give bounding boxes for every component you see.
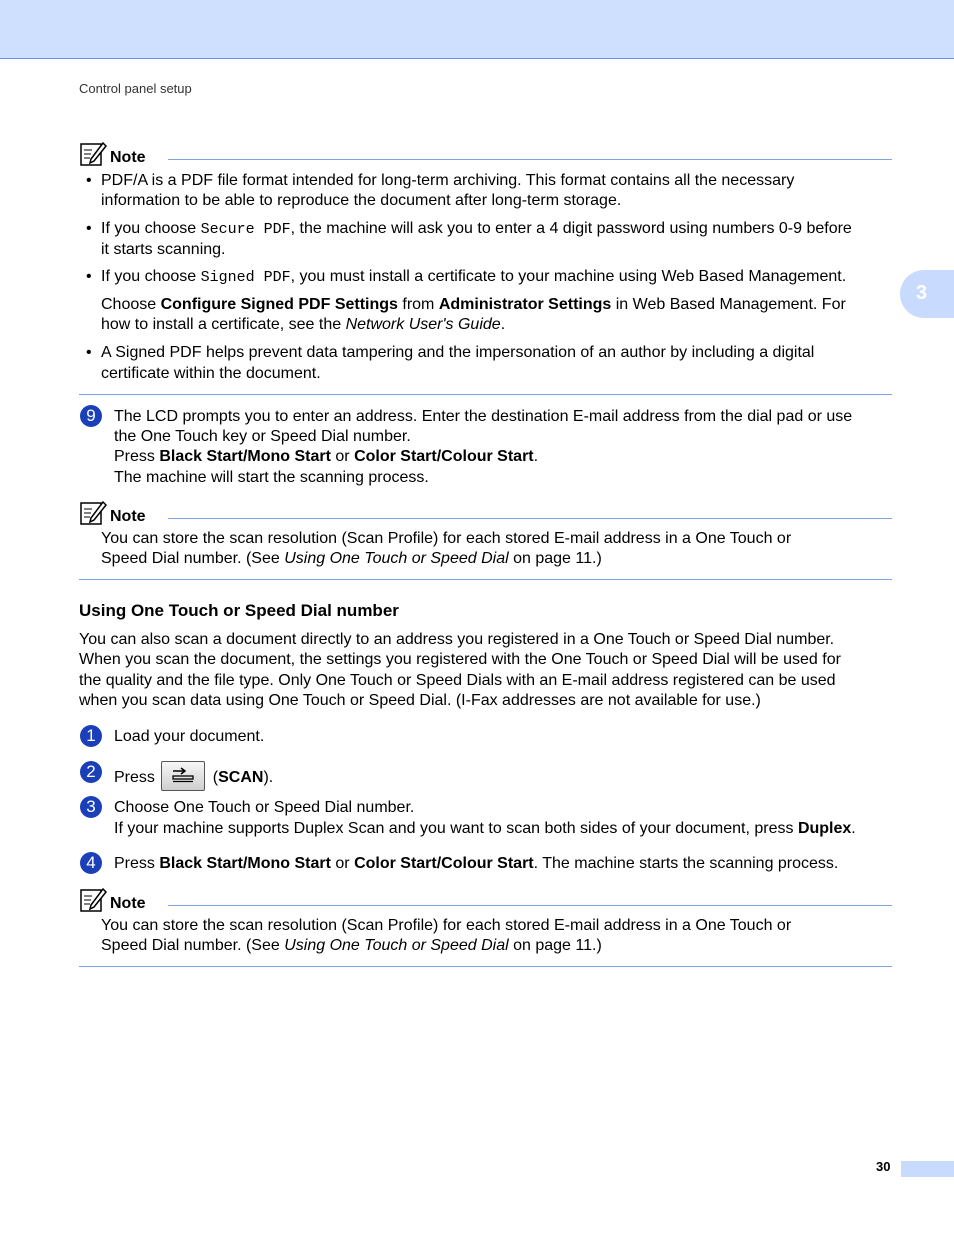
note-text: A Signed PDF helps prevent data tampering and the impersonation of an author by including a digital — [101, 344, 815, 361]
chapter-number: 3 — [916, 282, 928, 304]
note-text: PDF/A is a PDF file format intended for long-term archiving. This format contains all the necessary — [101, 172, 795, 189]
step-text: Load your document. — [114, 728, 265, 745]
section-heading: Using One Touch or Speed Dial number — [79, 601, 399, 620]
note-text: information to be able to reproduce the document after long-term storage. — [101, 192, 622, 209]
step-number-3: 3 — [80, 796, 102, 818]
bullet-marker: • — [86, 268, 92, 285]
note-rule — [168, 518, 892, 519]
note-title: Note — [110, 895, 146, 912]
note-text: certificate within the document. — [101, 365, 321, 382]
note-header — [79, 500, 892, 530]
step-text: the One Touch key or Speed Dial number. — [114, 428, 411, 445]
note-text: Speed Dial number. (See Using One Touch or Speed Dial on page 11.) — [101, 937, 602, 954]
step-text: If your machine supports Duplex Scan and you want to scan both sides of your document, press Duplex. — [114, 820, 856, 837]
note-end-rule — [79, 966, 892, 967]
scan-key-icon — [161, 761, 205, 791]
step-number-4: 4 — [80, 852, 102, 874]
page-number-bar — [901, 1161, 954, 1177]
note-text: Choose Configure Signed PDF Settings from Administrator Settings in Web Based Management. For — [101, 296, 846, 313]
note-text: You can store the scan resolution (Scan Profile) for each stored E-mail address in a One Touch or — [101, 917, 792, 934]
note-pencil-icon — [79, 500, 107, 526]
note-rule — [168, 159, 892, 160]
page-number: 30 — [876, 1159, 891, 1174]
note-rule — [168, 905, 892, 906]
note-title: Note — [110, 149, 146, 166]
note-header — [79, 141, 892, 171]
body-text: when you scan data using One Touch or Speed Dial. (I-Fax addresses are not available for use.) — [79, 692, 761, 709]
step-text: Press Black Start/Mono Start or Color Start/Colour Start. — [114, 448, 539, 465]
step-text: Press (SCAN). — [114, 763, 273, 793]
body-text: the quality and the file type. Only One Touch or Speed Dials with an E-mail address registered can be used — [79, 672, 836, 689]
note-end-rule — [79, 579, 892, 580]
chapter-tab — [900, 270, 954, 318]
bullet-marker: • — [86, 220, 92, 237]
body-text: You can also scan a document directly to an address you registered in a One Touch or Speed Dial number. — [79, 631, 835, 648]
note-pencil-icon — [79, 887, 107, 913]
note-text: how to install a certificate, see the Network User's Guide. — [101, 316, 506, 333]
note-end-rule — [79, 394, 892, 395]
note-header — [79, 887, 892, 917]
note-text: You can store the scan resolution (Scan Profile) for each stored E-mail address in a One Touch or — [101, 530, 792, 547]
step-number-2: 2 — [80, 761, 102, 783]
step-number-1: 1 — [80, 725, 102, 747]
body-text: When you scan the document, the settings you registered with the One Touch or Speed Dial will be used for — [79, 651, 841, 668]
note-text: it starts scanning. — [101, 241, 226, 258]
note-pencil-icon — [79, 141, 107, 167]
note-text: If you choose Secure PDF, the machine will ask you to enter a 4 digit password using numbers 0-9 before — [101, 220, 852, 238]
bullet-marker: • — [86, 344, 92, 361]
step-text: The machine will start the scanning process. — [114, 469, 429, 486]
step-text: Press Black Start/Mono Start or Color Start/Colour Start. The machine starts the scanning process. — [114, 855, 839, 872]
running-head: Control panel setup — [79, 81, 192, 96]
note-text: If you choose Signed PDF, you must install a certificate to your machine using Web Based Management. — [101, 268, 847, 286]
step-text: The LCD prompts you to enter an address. Enter the destination E-mail address from the dial pad or use — [114, 408, 853, 425]
step-text: Choose One Touch or Speed Dial number. — [114, 799, 415, 816]
note-title: Note — [110, 508, 146, 525]
note-text: Speed Dial number. (See Using One Touch or Speed Dial on page 11.) — [101, 550, 602, 567]
bullet-marker: • — [86, 172, 92, 189]
top-header-band — [0, 0, 954, 59]
step-number-9: 9 — [80, 405, 102, 427]
